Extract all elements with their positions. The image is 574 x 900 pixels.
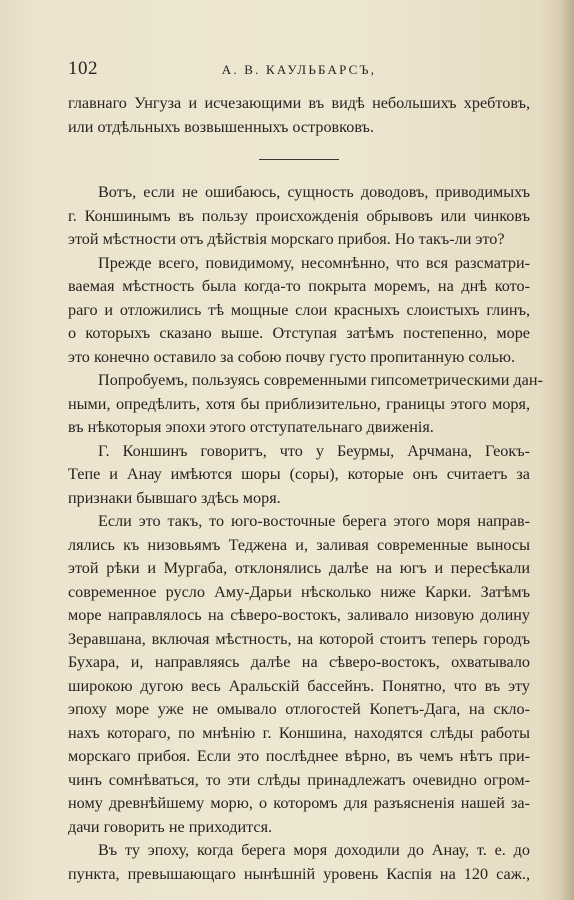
text-line: нахъ котораго, по мнѣнію г. Коншина, находятся слѣды работы [68, 723, 530, 742]
paragraph [68, 252, 530, 370]
text-line: о которыхъ сказано выше. Отступая затѣмъ постепенно, море [68, 324, 530, 342]
text-line: Г. Коншинъ говоритъ, что у Беурмы, Арчмана, Геокъ- [98, 441, 530, 460]
text-line: морскаго прибоя. Если это послѣднее вѣрно, въ чемъ нѣтъ при- [68, 747, 530, 765]
text-line: ному древнѣйшему морю, о которомъ для разъясненія нашей за- [68, 794, 530, 812]
page-header [68, 58, 530, 84]
text-line: признаки бывшаго здѣсь моря. [68, 488, 281, 507]
text-line: Попробуемъ, пользуясь современными гипсометрическими дан- [98, 371, 543, 389]
section-divider-area [68, 139, 530, 181]
body-text [68, 92, 543, 886]
text-line: главнаго Унгуза и исчезающими въ видѣ небольшихъ хребтовъ, [68, 94, 530, 112]
page-edge-shadow [560, 0, 574, 900]
text-line: раго и отложились тѣ мощные слои красныхъ слоистыхъ глинъ, [68, 300, 530, 319]
text-line: Тепе и Анау имѣются шоры (соры), которые онъ считаетъ за [68, 465, 530, 483]
paragraph [68, 839, 530, 886]
paragraph [68, 92, 530, 139]
text-line: Бухара, и, направляясь далѣе на сѣверо-востокъ, охватывало [68, 653, 530, 671]
text-line: широкою дугою весь Аральскій бассейнъ. Понятно, что въ эту [68, 676, 530, 695]
text-line: чинъ сомнѣваться, то эти слѣды принадлежатъ очевидно огром- [68, 770, 530, 789]
text-line: современное русло Аму-Дарьи нѣсколько ниже Карки. Затѣмъ [68, 582, 530, 601]
text-line: или отдѣльныхъ возвышенныхъ островковъ. [68, 117, 374, 136]
text-line: дачи говорить не приходится. [68, 817, 273, 836]
text-line: лялись къ низовьямъ Теджена и, заливая современные выносы [68, 535, 530, 554]
text-line: это конечно оставило за собою почву густо пропитанную солью. [68, 347, 515, 366]
text-line: Вотъ, если не ошибаюсь, сущность доводовъ, приводимыхъ [98, 183, 530, 201]
paragraph [68, 440, 530, 511]
text-line: Зеравшана, включая мѣстность, на которой стоитъ теперь городъ [68, 629, 530, 648]
section-divider [259, 159, 339, 160]
running-head: А. В. КАУЛЬБАРСЪ, [221, 62, 377, 77]
text-line: ваемая мѣстность была когда-то покрыта моремъ, на днѣ кото- [68, 277, 530, 295]
text-line: Если это такъ, то юго-восточные берега этого моря направ- [98, 512, 530, 530]
page-number: 102 [68, 58, 98, 79]
text-line: этой мѣстности отъ дѣйствія морскаго прибоя. Но такъ-ли это? [68, 230, 505, 248]
text-line: г. Коншинымъ въ пользу происхожденія обрывовъ или чинковъ [68, 206, 530, 225]
text-line: Въ ту эпоху, когда берега моря доходили до Анау, т. е. до [98, 841, 530, 859]
text-line: Прежде всего, повидимому, несомнѣнно, что вся разсматри- [98, 253, 530, 272]
text-line: море направлялось на сѣверо-востокъ, заливало низовую долину [68, 606, 530, 624]
text-line: эпоху море уже не омывало отлогостей Копетъ-Дага, на скло- [68, 700, 530, 718]
text-line: пункта, превышающаго нынѣшній уровень Каспія на 120 саж., [68, 864, 530, 883]
text-line: въ нѣкоторыя эпохи этого отступательнаго движенія. [68, 418, 434, 436]
paragraph [68, 181, 530, 252]
paragraph [68, 369, 543, 440]
paragraph [68, 510, 530, 839]
text-line: ными, опредѣлить, хотя бы приблизительно, границы этого моря, [68, 394, 530, 413]
text-line: этой рѣки и Мургаба, отклонялись далѣе на югъ и пересѣкали [68, 559, 530, 577]
